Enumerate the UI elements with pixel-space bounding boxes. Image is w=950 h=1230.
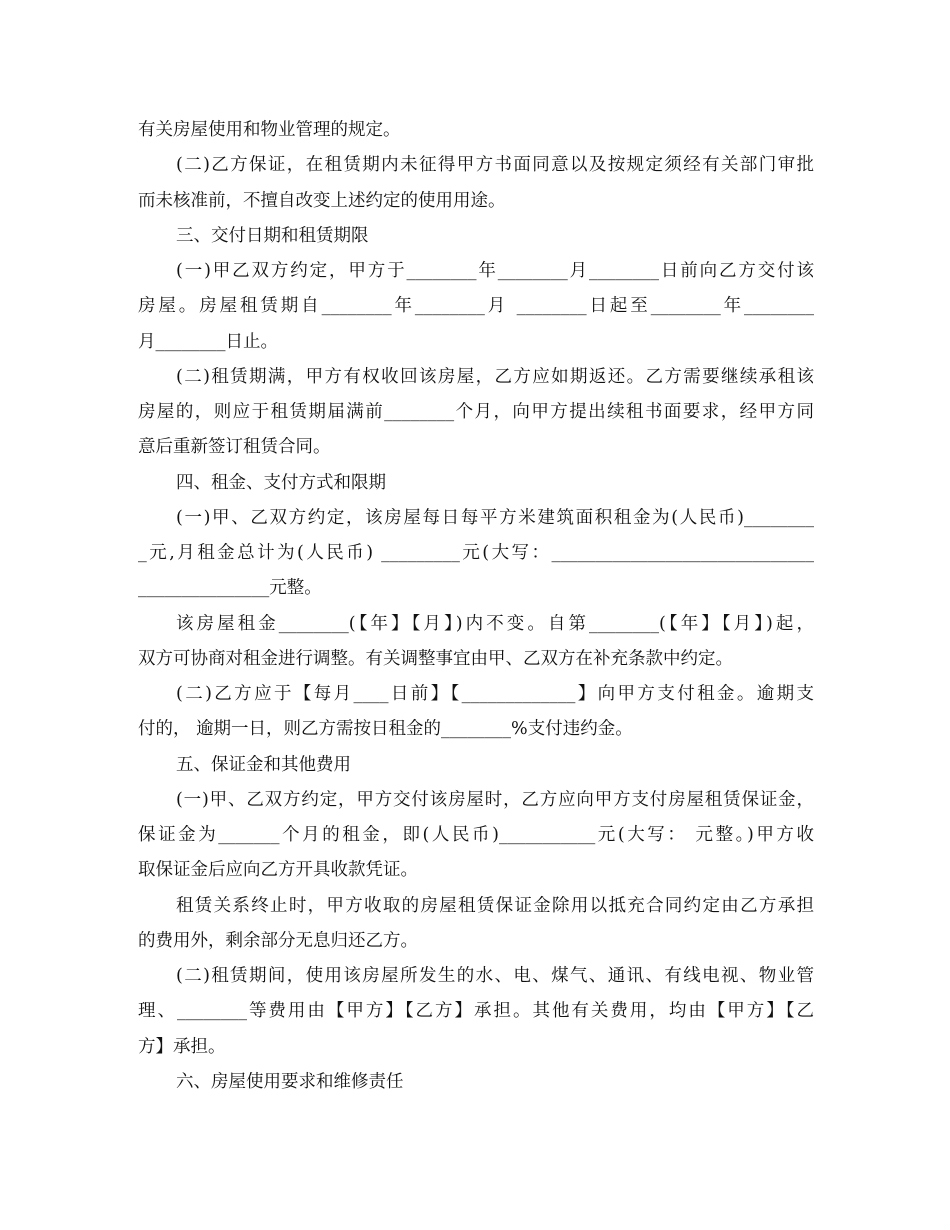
text-line: (二)租赁期间，使用该房屋所发生的水、电、煤气、通讯、有线电视、物业管 <box>176 966 814 986</box>
text-line: 保证金为_______个月的租金，即(人民币)___________元(大写： 元整。)甲方收 <box>138 825 814 845</box>
text-line: 而未核准前，不擅自改变上述约定的使用用途。 <box>138 190 506 211</box>
text-line: 双方可协商对租金进行调整。有关调整事宜由甲、乙双方在补充条款中约定。 <box>138 648 733 669</box>
text-line: (一)甲、乙双方约定，该房屋每日每平方米建筑面积租金为(人民币)________ <box>176 507 814 528</box>
section-heading: 四、租金、支付方式和限期 <box>176 472 386 493</box>
text-line: (一)甲、乙双方约定，甲方交付该房屋时，乙方应向甲方支付房屋租赁保证金， <box>176 789 814 810</box>
section-heading: 六、房屋使用要求和维修责任 <box>176 1071 404 1092</box>
text-line: 该房屋租金________(【年】【月】)内不变。自第________(【年】【月】)起， <box>176 613 814 634</box>
text-line: 房屋的，则应于租赁期届满前________个月，向甲方提出续租书面要求，经甲方同 <box>138 402 814 422</box>
text-line: 取保证金后应向乙方开具收款凭证。 <box>138 860 418 881</box>
text-line: 的费用外，剩余部分无息归还乙方。 <box>138 930 418 951</box>
text-line: 方】承担。 <box>138 1036 226 1057</box>
document-body <box>138 113 814 1100</box>
section-heading: 五、保证金和其他费用 <box>176 754 351 775</box>
text-line: 理、________等费用由【甲方】【乙方】承担。其他有关费用，均由【甲方】【乙 <box>138 1001 814 1022</box>
text-line: (二)租赁期满，甲方有权收回该房屋，乙方应如期返还。乙方需要继续承租该 <box>176 366 814 387</box>
text-line: (一)甲乙双方约定，甲方于________年________月________日前向乙方交付该 <box>176 261 814 281</box>
text-line: 意后重新签订租赁合同。 <box>138 437 331 458</box>
text-line: _元,月租金总计为(人民币) _________元(大写：______________________________ <box>138 543 814 563</box>
text-line: 有关房屋使用和物业管理的规定。 <box>138 120 401 140</box>
text-line: 付的， 逾期一日，则乙方需按日租金的________%支付违约金。 <box>138 719 633 740</box>
text-line: 租赁关系终止时，甲方收取的房屋租赁保证金除用以抵充合同约定由乙方承担 <box>176 895 814 916</box>
text-line: 房屋。房屋租赁期自________年________月 ________日起至________年________ <box>138 296 814 317</box>
section-heading: 三、交付日期和租赁期限 <box>176 225 369 246</box>
text-line: _______________元整。 <box>138 578 322 599</box>
text-line: (二)乙方应于【每月____日前】【_____________】向甲方支付租金。逾期支 <box>176 684 814 704</box>
text-line: 月________日止。 <box>138 331 278 352</box>
text-line: (二)乙方保证，在租赁期内未征得甲方书面同意以及按规定须经有关部门审批 <box>176 155 814 176</box>
